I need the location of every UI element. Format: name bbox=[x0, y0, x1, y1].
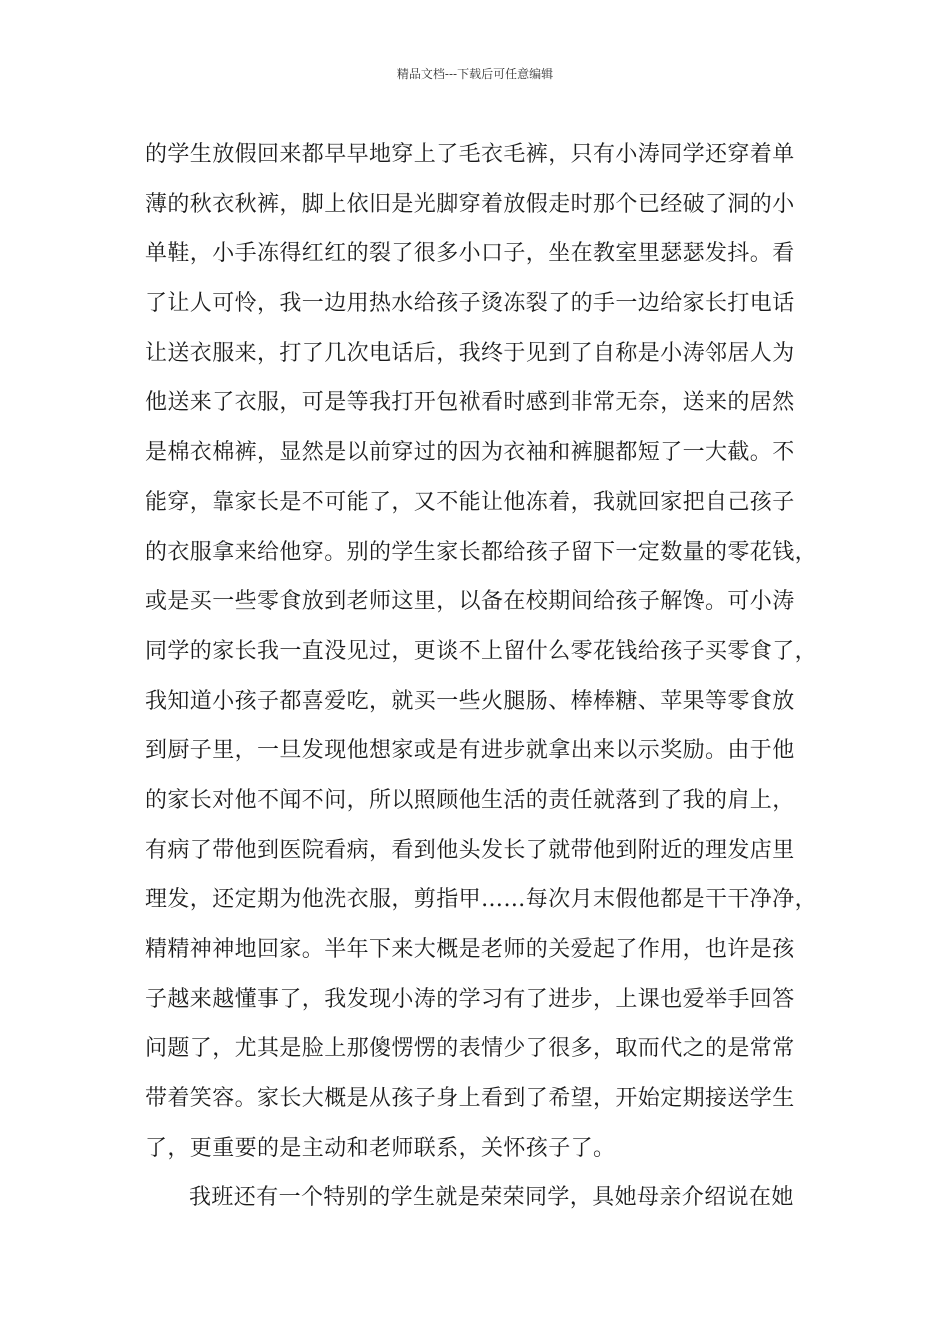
text-line: 能穿，靠家长是不可能了，又不能让他冻着，我就回家把自己孩子 bbox=[145, 489, 795, 515]
text-line: 到厨子里，一旦发现他想家或是有进步就拿出来以示奖励。由于他 bbox=[145, 738, 795, 764]
text-line: 问题了，尤其是脸上那傻愣愣的表情少了很多，取而代之的是常常 bbox=[145, 1036, 795, 1062]
body-text bbox=[145, 130, 818, 1223]
text-line: 单鞋，小手冻得红红的裂了很多小口子，坐在教室里瑟瑟发抖。看 bbox=[145, 241, 795, 267]
text-line: 有病了带他到医院看病，看到他头发长了就带他到附近的理发店里 bbox=[145, 837, 795, 863]
text-line: 的衣服拿来给他穿。别的学生家长都给孩子留下一定数量的零花钱， bbox=[145, 539, 818, 565]
text-line: 的学生放假回来都早早地穿上了毛衣毛裤，只有小涛同学还穿着单 bbox=[145, 142, 795, 167]
text-line: 理发，还定期为他洗衣服，剪指甲……每次月末假他都是干干净净， bbox=[145, 887, 818, 913]
text-line: 带着笑容。家长大概是从孩子身上看到了希望，开始定期接送学生 bbox=[145, 1086, 795, 1112]
text-line: 了让人可怜，我一边用热水给孩子烫冻裂了的手一边给家长打电话 bbox=[145, 291, 795, 317]
text-line: 的家长对他不闻不问，所以照顾他生活的责任就落到了我的肩上， bbox=[145, 787, 795, 813]
text-line: 了，更重要的是主动和老师联系，关怀孩子了。 bbox=[145, 1135, 616, 1161]
text-line: 让送衣服来，打了几次电话后，我终于见到了自称是小涛邻居人为 bbox=[145, 340, 795, 366]
text-line: 同学的家长我一直没见过，更谈不上留什么零花钱给孩子买零食了， bbox=[145, 638, 818, 664]
page-header: 精品文档---下载后可任意编辑 bbox=[396, 67, 554, 81]
text-line: 我知道小孩子都喜爱吃，就买一些火腿肠、棒棒糖、苹果等零食放 bbox=[145, 688, 795, 714]
text-line: 或是买一些零食放到老师这里，以备在校期间给孩子解馋。可小涛 bbox=[145, 589, 795, 615]
text-line: 他送来了衣服，可是等我打开包袱看时感到非常无奈，送来的居然 bbox=[145, 390, 795, 416]
text-line: 薄的秋衣秋裤，脚上依旧是光脚穿着放假走时那个已经破了洞的小 bbox=[145, 191, 795, 217]
text-line: 是棉衣棉裤，显然是以前穿过的因为衣袖和裤腿都短了一大截。不 bbox=[145, 440, 795, 466]
paragraph-start-line: 我班还有一个特别的学生就是荣荣同学，具她母亲介绍说在她 bbox=[189, 1185, 794, 1211]
text-line: 精精神神地回家。半年下来大概是老师的关爱起了作用，也许是孩 bbox=[145, 937, 795, 962]
text-line: 子越来越懂事了，我发现小涛的学习有了进步，上课也爱举手回答 bbox=[145, 986, 795, 1012]
